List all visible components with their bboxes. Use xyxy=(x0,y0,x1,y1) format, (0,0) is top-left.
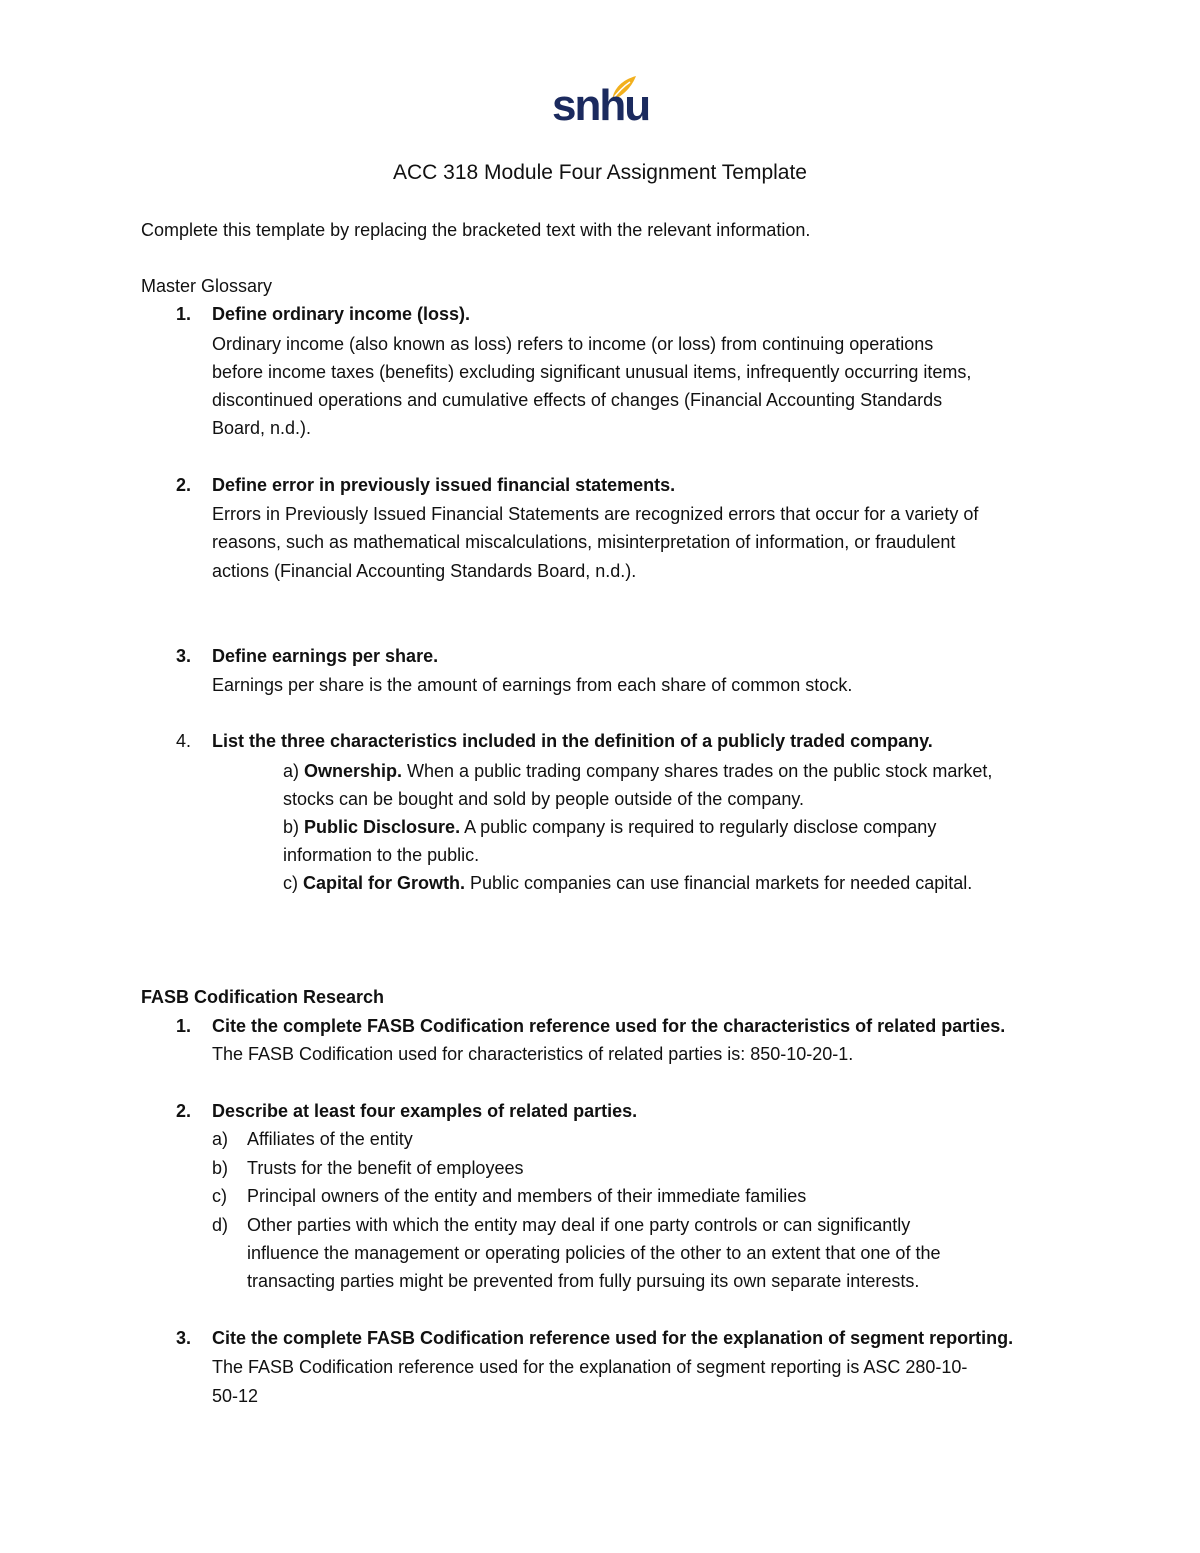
glossary-q3-number: 3. xyxy=(176,646,192,666)
fasb-q3-answer-line: 50-12 xyxy=(212,1386,259,1406)
glossary-q1-answer-line: Board, n.d.). xyxy=(212,418,312,438)
fasb-q1-question: Cite the complete FASB Codification reference used for the characteristics of related parties. xyxy=(212,1016,1006,1036)
logo-text: snhu xyxy=(552,81,650,130)
fasb-heading: FASB Codification Research xyxy=(141,987,385,1007)
page-title: ACC 318 Module Four Assignment Template xyxy=(393,161,807,184)
characteristic-prefix: c) xyxy=(283,873,303,893)
glossary-q4-question: List the three characteristics included in the definition of a publicly traded company. xyxy=(212,731,933,751)
fasb-q3-answer-line: The FASB Codification reference used for the explanation of segment reporting is ASC 280-10- xyxy=(212,1357,968,1377)
characteristic-continuation: information to the public. xyxy=(283,845,480,865)
glossary-q2-answer-line: reasons, such as mathematical miscalculations, misinterpretation of information, or fraudulent xyxy=(212,532,956,552)
related-party-line: transacting parties might be prevented from fully pursuing its own separate interests. xyxy=(247,1271,920,1291)
fasb-q3-question: Cite the complete FASB Codification reference used for the explanation of segment reporting. xyxy=(212,1328,1014,1348)
glossary-q1-number: 1. xyxy=(176,304,192,324)
related-party-letter: a) xyxy=(212,1129,229,1149)
characteristic-item xyxy=(283,869,972,897)
related-party-letter: c) xyxy=(212,1186,227,1206)
glossary-q1-answer-line: discontinued operations and cumulative effects of changes (Financial Accounting Standards xyxy=(212,390,943,410)
characteristic-description: When a public trading company shares trades on the public stock market, xyxy=(402,761,993,781)
characteristic-description: A public company is required to regularly disclose company xyxy=(460,817,937,837)
glossary-q3-answer-line: Earnings per share is the amount of earnings from each share of common stock. xyxy=(212,675,853,695)
characteristic-term: Public Disclosure. xyxy=(304,817,461,837)
glossary-q1-answer-line: before income taxes (benefits) excluding significant unusual items, infrequently occurring items, xyxy=(212,362,972,382)
glossary-q2-number: 2. xyxy=(176,475,192,495)
glossary-q4-number: 4. xyxy=(176,731,192,751)
characteristic-term: Capital for Growth. xyxy=(303,873,465,893)
snhu-logo xyxy=(552,74,650,134)
glossary-q1-answer-line: Ordinary income (also known as loss) refers to income (or loss) from continuing operations xyxy=(212,334,934,354)
fasb-q2-question: Describe at least four examples of related parties. xyxy=(212,1101,638,1121)
glossary-q3-question: Define earnings per share. xyxy=(212,646,439,666)
glossary-q2-answer-line: Errors in Previously Issued Financial Statements are recognized errors that occur for a variety of xyxy=(212,504,979,524)
glossary-heading: Master Glossary xyxy=(141,276,273,296)
characteristic-prefix: a) xyxy=(283,761,305,781)
fasb-q1-answer-line: The FASB Codification used for characteristics of related parties is: 850-10-20-1. xyxy=(212,1044,854,1064)
related-party-line: Trusts for the benefit of employees xyxy=(247,1158,524,1178)
related-party-letter: b) xyxy=(212,1158,229,1178)
glossary-q2-question: Define error in previously issued financial statements. xyxy=(212,475,676,495)
characteristic-prefix: b) xyxy=(283,817,305,837)
characteristic-continuation: stocks can be bought and sold by people outside of the company. xyxy=(283,789,805,809)
related-party-line: influence the management or operating policies of the other to an extent that one of the xyxy=(247,1243,941,1263)
related-party-letter: d) xyxy=(212,1215,229,1235)
characteristic-description: Public companies can use financial markets for needed capital. xyxy=(465,873,973,893)
characteristic-term: Ownership. xyxy=(304,761,403,781)
related-party-line: Principal owners of the entity and members of their immediate families xyxy=(247,1186,807,1206)
characteristic-item xyxy=(283,757,992,785)
glossary-q2-answer-line: actions (Financial Accounting Standards Board, n.d.). xyxy=(212,561,637,581)
glossary-q1-question: Define ordinary income (loss). xyxy=(212,304,471,324)
fasb-q2-number: 2. xyxy=(176,1101,192,1121)
characteristic-item xyxy=(283,813,936,841)
fasb-q1-number: 1. xyxy=(176,1016,192,1036)
related-party-line: Affiliates of the entity xyxy=(247,1129,413,1149)
instructions-text: Complete this template by replacing the bracketed text with the relevant information. xyxy=(141,220,811,240)
related-party-line: Other parties with which the entity may deal if one party controls or can significantly xyxy=(247,1215,911,1235)
fasb-q3-number: 3. xyxy=(176,1328,192,1348)
